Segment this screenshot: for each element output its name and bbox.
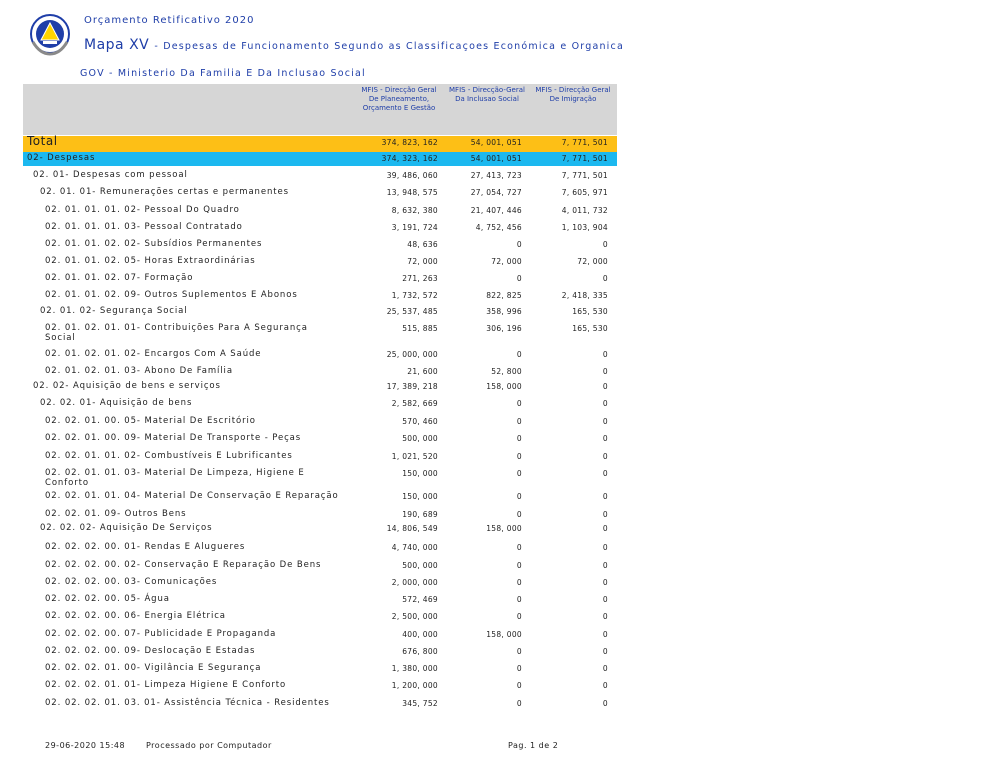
table-cell-value: 0	[602, 469, 608, 478]
coat-of-arms-icon	[28, 12, 72, 56]
table-cell-value: 0	[516, 578, 522, 587]
table-cell-value: 0	[602, 647, 608, 656]
table-row-label	[40, 523, 212, 533]
table-cell-value: 190, 689	[402, 510, 438, 519]
table-cell-value: 2, 000, 000	[391, 578, 438, 587]
table-cell-value: 570, 460	[402, 417, 438, 426]
table-cell-value: 0	[602, 452, 608, 461]
table-cell-value: 25, 537, 485	[386, 307, 438, 316]
row-label-text: 02. 02. 02. 00. 02- Conservação E Reparação De Bens	[45, 560, 322, 570]
table-cell-value: 4, 011, 732	[561, 206, 608, 215]
table-row-label	[45, 323, 308, 343]
table-row-label	[45, 594, 170, 604]
row-label-text: 02. 02. 02. 01. 00- Vigilância E Segurança	[45, 663, 262, 673]
table-cell-value: 515, 885	[402, 324, 438, 333]
table-row-label	[45, 611, 226, 621]
table-cell-value: 27, 054, 727	[470, 188, 522, 197]
table-cell-value: 21, 407, 446	[470, 206, 522, 215]
row-label-text: 02. 02- Aquisição de bens e serviços	[33, 381, 221, 391]
map-description: - Despesas de Funcionamento Segundo as Classificaçoes Económica e Organica	[154, 41, 624, 52]
table-cell-value: 0	[602, 240, 608, 249]
row-label-text: 02- Despesas	[27, 153, 96, 163]
table-row-label	[45, 239, 262, 249]
table-row-label	[45, 366, 233, 376]
table-cell-value: 0	[602, 382, 608, 391]
document-title: Orçamento Retificativo 2020	[84, 15, 255, 26]
table-row-label	[45, 256, 256, 266]
table-row-label	[40, 187, 289, 197]
row-label-text: 02. 01. 01. 01. 02- Pessoal Do Quadro	[45, 205, 240, 215]
table-cell-value: 1, 200, 000	[391, 681, 438, 690]
table-cell-value: 0	[602, 274, 608, 283]
table-row-label	[45, 629, 276, 639]
column-header-2: MFIS - Direcção-Geral Da Inclusao Social	[449, 86, 525, 103]
table-row-label	[45, 273, 193, 283]
table-row-label	[33, 381, 221, 391]
table-cell-value: 4, 740, 000	[391, 543, 438, 552]
table-cell-value: 0	[516, 492, 522, 501]
table-row-label	[27, 153, 95, 163]
row-label-text: 02. 02. 02. 00. 09- Deslocação E Estadas	[45, 646, 256, 656]
table-cell-value: 572, 469	[402, 595, 438, 604]
table-cell-value: 1, 021, 520	[391, 452, 438, 461]
row-label-text: Total	[27, 134, 58, 148]
table-row-label	[45, 577, 217, 587]
table-row-label	[45, 451, 293, 461]
table-cell-value: 0	[602, 578, 608, 587]
table-cell-value: 8, 632, 380	[391, 206, 438, 215]
table-cell-value: 0	[602, 612, 608, 621]
table-row-label	[33, 170, 188, 180]
map-number: Mapa XV	[84, 37, 150, 53]
row-label-text: 02. 02. 02. 00. 05- Água	[45, 594, 170, 604]
table-cell-value: 0	[602, 595, 608, 604]
table-cell-value: 0	[516, 681, 522, 690]
table-cell-value: 0	[516, 274, 522, 283]
table-cell-value: 39, 486, 060	[386, 171, 438, 180]
table-row-label	[45, 560, 321, 570]
table-cell-value: 14, 806, 549	[386, 524, 438, 533]
table-cell-value: 72, 000	[491, 257, 522, 266]
table-row-label	[45, 698, 330, 708]
table-row-label	[45, 663, 261, 673]
row-label-text: 02. 02. 02. 00. 03- Comunicações	[45, 577, 218, 587]
row-label-text: 02. 02. 01. 01. 03- Material De Limpeza, Higiene E	[45, 468, 305, 478]
table-cell-value: 0	[516, 664, 522, 673]
table-cell-value: 7, 605, 971	[561, 188, 608, 197]
table-cell-value: 0	[602, 543, 608, 552]
table-row-label	[45, 433, 301, 443]
table-cell-value: 72, 000	[577, 257, 608, 266]
total-row-label	[27, 136, 58, 146]
table-row-label	[45, 542, 245, 552]
table-cell-value: 0	[516, 240, 522, 249]
footer-processed: Processado por Computador	[146, 741, 272, 750]
table-cell-value: 54, 001, 051	[470, 154, 522, 163]
table-cell-value: 1, 103, 904	[561, 223, 608, 232]
table-row-label	[45, 468, 305, 488]
table-cell-value: 400, 000	[402, 630, 438, 639]
table-cell-value: 0	[516, 434, 522, 443]
table-cell-value: 500, 000	[402, 561, 438, 570]
table-cell-value: 0	[602, 681, 608, 690]
row-label-text: 02. 01. 02. 01. 03- Abono De Família	[45, 366, 233, 376]
table-cell-value: 1, 732, 572	[391, 291, 438, 300]
table-cell-value: 150, 000	[402, 492, 438, 501]
table-cell-value: 676, 800	[402, 647, 438, 656]
row-label-text: 02. 01. 01. 01. 03- Pessoal Contratado	[45, 222, 243, 232]
table-row-label	[45, 680, 286, 690]
table-cell-value: 72, 000	[407, 257, 438, 266]
table-row-label	[40, 306, 188, 316]
row-label-text: 02. 02. 01. 01. 02- Combustíveis E Lubrificantes	[45, 451, 293, 461]
row-label-text: 02. 02. 02. 01. 01- Limpeza Higiene E Conforto	[45, 680, 287, 690]
table-row-label	[45, 290, 298, 300]
row-label-text: 02. 01. 02- Segurança Social	[40, 306, 188, 316]
table-cell-value: 0	[516, 452, 522, 461]
organization-name: GOV - Ministerio Da Familia E Da Inclusao Social	[80, 68, 366, 79]
row-label-text: 02. 01. 01. 02. 02- Subsídios Permanentes	[45, 239, 263, 249]
table-cell-value: 345, 752	[402, 699, 438, 708]
table-cell-value: 0	[516, 595, 522, 604]
row-label-text: 02. 01. 01. 02. 05- Horas Extraordinárias	[45, 256, 256, 266]
table-cell-value: 17, 389, 218	[386, 382, 438, 391]
table-cell-value: 25, 000, 000	[386, 350, 438, 359]
table-cell-value: 1, 380, 000	[391, 664, 438, 673]
table-cell-value: 158, 000	[486, 630, 522, 639]
row-label-text: 02. 01- Despesas com pessoal	[33, 170, 188, 180]
map-title	[84, 34, 624, 53]
table-cell-value: 21, 600	[407, 367, 438, 376]
table-cell-value: 822, 825	[486, 291, 522, 300]
table-cell-value: 0	[602, 492, 608, 501]
table-cell-value: 158, 000	[486, 382, 522, 391]
table-cell-value: 158, 000	[486, 524, 522, 533]
table-row-label	[45, 491, 339, 501]
row-label-text: 02. 01. 02. 01. 02- Encargos Com A Saúde	[45, 349, 262, 359]
table-cell-value: 0	[516, 543, 522, 552]
row-label-text: 02. 02. 01. 09- Outros Bens	[45, 509, 187, 519]
table-cell-value: 2, 500, 000	[391, 612, 438, 621]
row-label-text: 02. 02. 01- Aquisição de bens	[40, 398, 193, 408]
table-cell-value: 4, 752, 456	[475, 223, 522, 232]
table-cell-value: 0	[602, 350, 608, 359]
row-label-text: 02. 02. 01. 01. 04- Material De Conservação E Reparação	[45, 491, 339, 501]
table-cell-value: 2, 582, 669	[391, 399, 438, 408]
table-cell-value: 3, 191, 724	[391, 223, 438, 232]
table-cell-value: 0	[602, 630, 608, 639]
table-cell-value: 500, 000	[402, 434, 438, 443]
table-cell-value: 374, 823, 162	[381, 138, 438, 147]
row-label-text: 02. 02. 02. 00. 06- Energia Elétrica	[45, 611, 226, 621]
table-cell-value: 0	[602, 367, 608, 376]
table-cell-value: 54, 001, 051	[470, 138, 522, 147]
table-cell-value: 7, 771, 501	[561, 138, 608, 147]
table-row-label	[45, 646, 255, 656]
table-cell-value: 150, 000	[402, 469, 438, 478]
table-cell-value: 27, 413, 723	[470, 171, 522, 180]
table-cell-value: 0	[602, 524, 608, 533]
table-cell-value: 0	[602, 561, 608, 570]
table-cell-value: 0	[602, 664, 608, 673]
table-row-label	[45, 416, 256, 426]
row-label-text: 02. 01. 02. 01. 01- Contribuições Para A Segurança	[45, 323, 308, 333]
table-cell-value: 165, 530	[572, 324, 608, 333]
table-cell-value: 0	[602, 699, 608, 708]
column-header-1: MFIS - Direcção Geral De Planeamento, Orçamento E Gestão	[361, 86, 437, 112]
footer-page-number: Pag. 1 de 2	[508, 741, 559, 750]
table-row-label	[45, 222, 243, 232]
table-cell-value: 52, 800	[491, 367, 522, 376]
table-cell-value: 0	[602, 434, 608, 443]
table-cell-value: 48, 636	[407, 240, 438, 249]
row-label-text: 02. 02. 02- Aquisição De Serviços	[40, 523, 213, 533]
row-label-text: 02. 01. 01- Remunerações certas e permanentes	[40, 187, 289, 197]
row-label-continuation: Conforto	[45, 478, 89, 488]
table-cell-value: 0	[602, 399, 608, 408]
row-label-text: 02. 02. 01. 00. 05- Material De Escritório	[45, 416, 256, 426]
table-row-label	[45, 349, 261, 359]
table-row-label	[45, 509, 186, 519]
column-header-3: MFIS - Direcção Geral De Imigração	[535, 86, 611, 103]
table-cell-value: 0	[516, 510, 522, 519]
table-cell-value: 13, 948, 575	[386, 188, 438, 197]
table-cell-value: 0	[516, 417, 522, 426]
table-cell-value: 0	[516, 561, 522, 570]
row-label-continuation: Social	[45, 333, 76, 343]
table-cell-value: 0	[602, 417, 608, 426]
table-cell-value: 0	[516, 350, 522, 359]
table-cell-value: 2, 418, 335	[561, 291, 608, 300]
row-label-text: 02. 01. 01. 02. 09- Outros Suplementos E Abonos	[45, 290, 298, 300]
row-label-text: 02. 02. 01. 00. 09- Material De Transporte - Peças	[45, 433, 302, 443]
table-cell-value: 7, 771, 501	[561, 154, 608, 163]
row-label-text: 02. 02. 02. 00. 07- Publicidade E Propaganda	[45, 629, 277, 639]
footer-datetime: 29-06-2020 15:48	[45, 741, 126, 750]
table-row-label	[45, 205, 240, 215]
table-cell-value: 271, 263	[402, 274, 438, 283]
table-cell-value: 7, 771, 501	[561, 171, 608, 180]
table-cell-value: 358, 996	[486, 307, 522, 316]
table-cell-value: 0	[516, 699, 522, 708]
table-cell-value: 165, 530	[572, 307, 608, 316]
table-cell-value: 0	[602, 510, 608, 519]
table-cell-value: 374, 323, 162	[381, 154, 438, 163]
row-label-text: 02. 02. 02. 01. 03. 01- Assistência Técnica - Residentes	[45, 698, 330, 708]
table-cell-value: 0	[516, 469, 522, 478]
table-cell-value: 306, 196	[486, 324, 522, 333]
row-label-text: 02. 02. 02. 00. 01- Rendas E Alugueres	[45, 542, 246, 552]
table-row-label	[40, 398, 192, 408]
row-label-text: 02. 01. 01. 02. 07- Formação	[45, 273, 194, 283]
table-cell-value: 0	[516, 647, 522, 656]
table-cell-value: 0	[516, 399, 522, 408]
table-cell-value: 0	[516, 612, 522, 621]
